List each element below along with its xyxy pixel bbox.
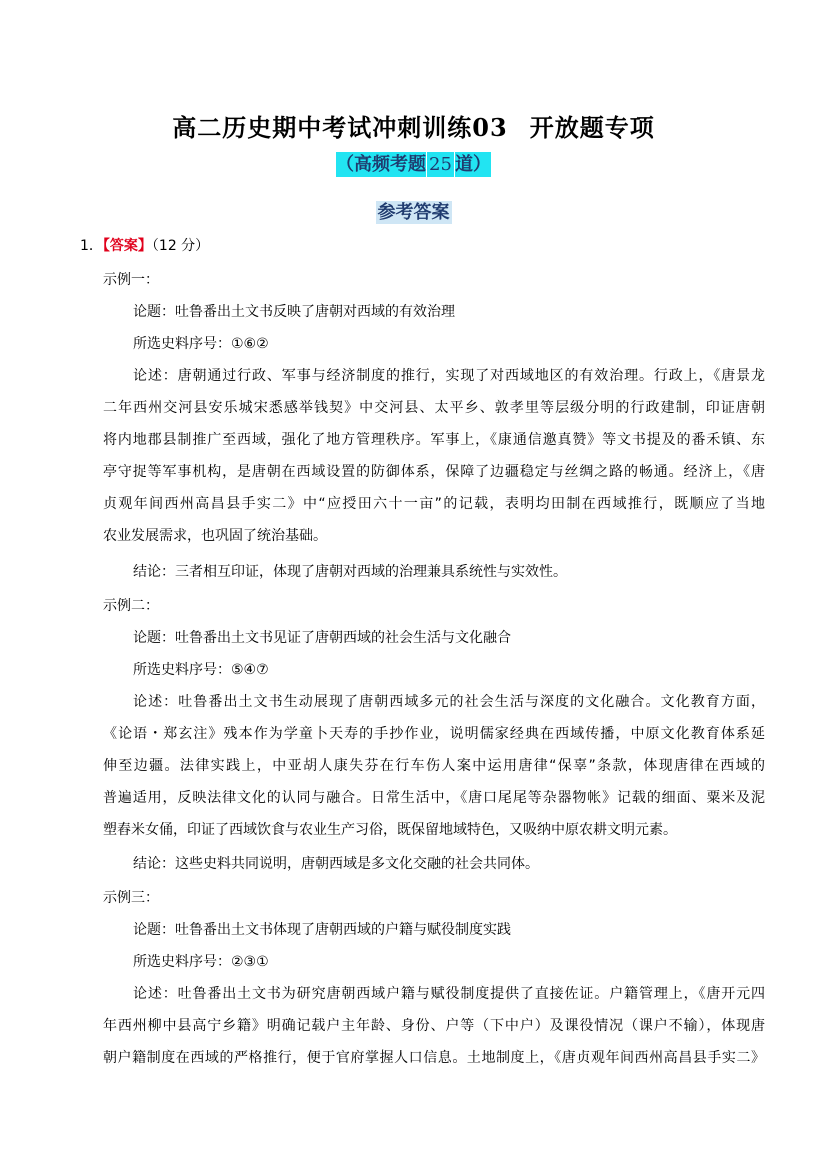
- subtitle-number: 25: [429, 154, 452, 175]
- document-title: [0, 108, 827, 143]
- discussion-line: 《论语・郑玄注》残本作为学童卜天寿的手抄作业，说明儒家经典在西域传播，中原文化教育体系延: [103, 726, 765, 742]
- question-score: （12 分）: [151, 238, 210, 254]
- example-thesis: 论题：吐鲁番出土文书体现了唐朝西域的户籍与赋役制度实践: [133, 922, 511, 938]
- discussion-line: 朝户籍制度在西域的严格推行，便于官府掌握人口信息。土地制度上，《唐贞观年间西州高昌县手实二》: [103, 1050, 765, 1066]
- discussion-line: 农业发展需求，也巩固了统治基础。: [103, 528, 327, 544]
- answer-heading: 参考答案: [377, 202, 450, 223]
- example-sources: 所选史料序号：①⑥②: [133, 336, 269, 352]
- example-sources: 所选史料序号：②③①: [133, 954, 269, 970]
- subtitle-suffix: 道）: [454, 154, 491, 175]
- example-label: 示例一：: [103, 272, 159, 288]
- example-conclusion: 结论：这些史料共同说明，唐朝西域是多文化交融的社会共同体。: [133, 856, 539, 872]
- discussion-line: 二年西州交河县安乐城宋悉感举钱契》中交河县、太平乡、敦孝里等层级分明的行政建制，印证唐朝: [103, 400, 765, 416]
- discussion-line: 普遍适用，反映法律文化的认同与融合。日常生活中，《唐口尾尾等杂器物帐》记载的细面、粟米及泥: [103, 790, 765, 806]
- document-subtitle: [0, 150, 827, 176]
- example-sources: 所选史料序号：⑤④⑦: [133, 662, 269, 678]
- title-main: 高二历史期中考试冲刺训练03: [172, 113, 508, 142]
- discussion-line: 将内地郡县制推广至西域，强化了地方管理秩序。军事上，《康通信邀真赞》等文书提及的番禾镇、东: [103, 432, 765, 448]
- discussion-line: 贞观年间西州高昌县手实二》中“应授田六十一亩”的记载，表明均田制在西域推行，既顺应了当地: [103, 496, 765, 512]
- question-header: [80, 236, 209, 256]
- discussion-line: 年西州柳中县高宁乡籍》明确记载户主年龄、身份、户等（下中户）及课役情况（课户不输），体现唐: [103, 1018, 765, 1034]
- discussion-line: 论述：吐鲁番出土文书生动展现了唐朝西域多元的社会生活与深度的文化融合。文化教育方面，: [133, 694, 765, 710]
- example-thesis: 论题：吐鲁番出土文书反映了唐朝对西域的有效治理: [133, 304, 455, 320]
- discussion-line: 亭守捉等军事机构，是唐朝在西域设置的防御体系，保障了边疆稳定与丝绸之路的畅通。经济上，《唐: [103, 464, 765, 480]
- discussion-line: 论述：吐鲁番出土文书为研究唐朝西域户籍与赋役制度提供了直接佐证。户籍管理上，《唐开元四: [133, 986, 765, 1002]
- question-number: 1．: [80, 238, 103, 254]
- subtitle-prefix: （高频考题: [336, 154, 427, 175]
- title-suffix: 开放题专项: [529, 113, 655, 142]
- example-conclusion: 结论：三者相互印证，体现了唐朝对西域的治理兼具系统性与实效性。: [133, 564, 567, 580]
- answer-tag: 【答案】: [102, 238, 152, 254]
- example-label: 示例二：: [103, 598, 159, 614]
- discussion-line: 伸至边疆。法律实践上，中亚胡人康失芬在行车伤人案中运用唐律“保辜”条款，体现唐律在西域的: [103, 758, 765, 774]
- discussion-line: 论述：唐朝通过行政、军事与经济制度的推行，实现了对西域地区的有效治理。行政上，《唐景龙: [133, 368, 765, 384]
- example-thesis: 论题：吐鲁番出土文书见证了唐朝西域的社会生活与文化融合: [133, 630, 511, 646]
- example-label: 示例三：: [103, 890, 159, 906]
- discussion-line: 塑舂米女俑，印证了西域饮食与农业生产习俗，既保留地域特色，又吸纳中原农耕文明元素。: [103, 822, 677, 838]
